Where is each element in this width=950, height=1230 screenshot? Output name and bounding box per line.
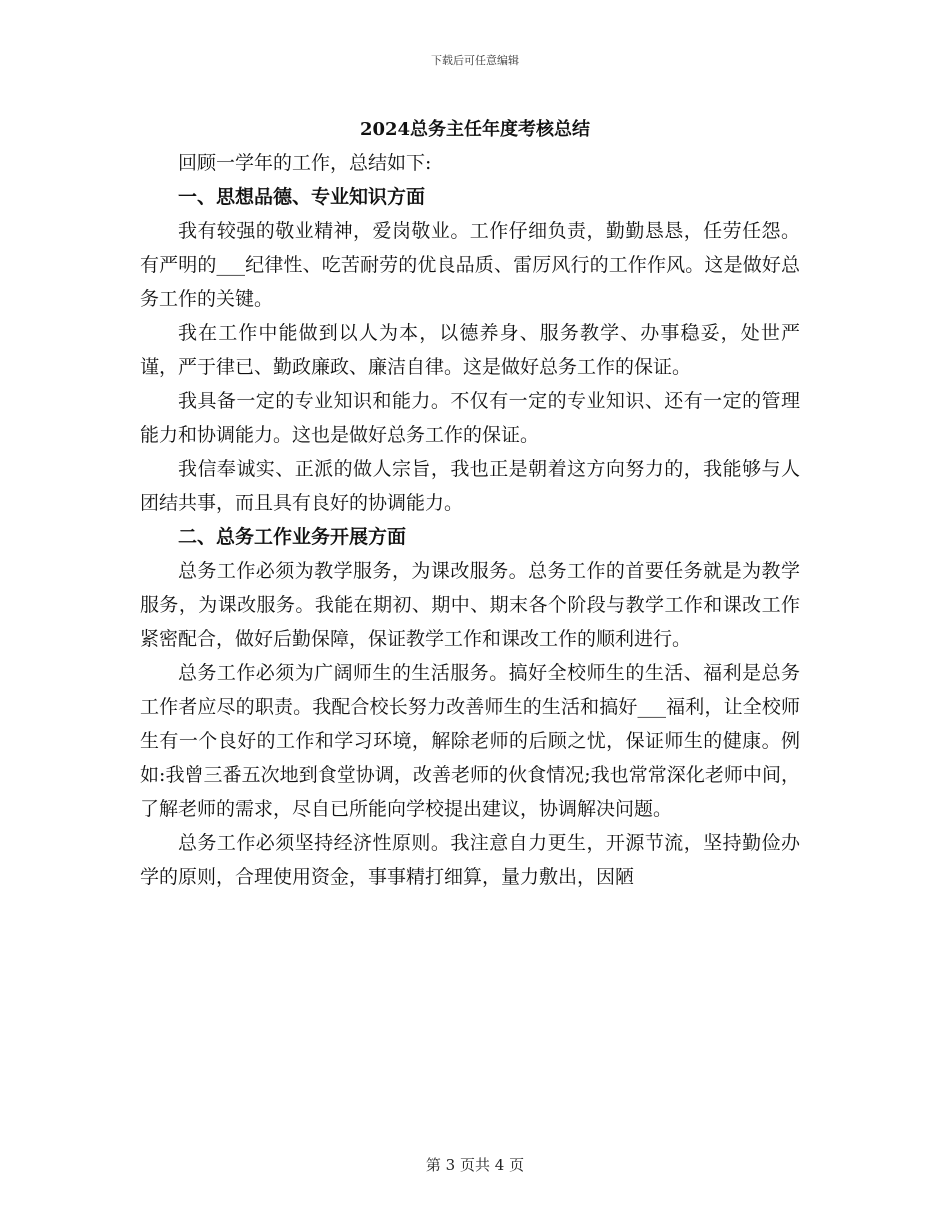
- paragraph: 总务工作必须坚持经济性原则。我注意自力更生，开源节流，坚持勤俭办学的原则，合理使用资金，事事精打细算，量力敷出，因陋: [140, 832, 800, 888]
- section-heading-2: 二、总务工作业务开展方面: [178, 526, 407, 548]
- header-note: 下载后可任意编辑: [431, 54, 519, 67]
- section-heading-1: 一、思想品德、专业知识方面: [178, 186, 426, 208]
- paragraph: 总务工作必须为广阔师生的生活服务。搞好全校师生的生活、福利是总务工作者应尽的职责。我配合校长努力改善师生的生活和搞好___福利，让全校师生有一个良好的工作和学习环境，解除老师的后顾之忧，保证师生的健康。例如:我曾三番五次地到食堂协调，改善老师的伙食情况;我也常常深化老师中间，了解老师的需求，尽自已所能向学校提出建议，协调解决问题。: [140, 662, 800, 820]
- paragraph: 我有较强的敬业精神，爱岗敬业。工作仔细负责，勤勤恳恳，任劳任怨。有严明的___纪律性、吃苦耐劳的优良品质、雷厉风行的工作作风。这是做好总务工作的关键。: [140, 220, 800, 310]
- paragraph-intro: 回顾一学年的工作，总结如下:: [178, 152, 432, 174]
- page-number-footer: 第 3 页共 4 页: [425, 1156, 525, 1174]
- paragraph: 我具备一定的专业知识和能力。不仅有一定的专业知识、还有一定的管理能力和协调能力。这也是做好总务工作的保证。: [140, 390, 800, 446]
- document-title: 2024总务主任年度考核总结: [359, 119, 591, 140]
- document-body: [140, 146, 800, 894]
- paragraph: 总务工作必须为教学服务，为课改服务。总务工作的首要任务就是为教学服务，为课改服务。我能在期初、期中、期末各个阶段与教学工作和课改工作紧密配合，做好后勤保障，保证教学工作和课改工作的顺利进行。: [140, 560, 800, 650]
- paragraph: 我在工作中能做到以人为本，以德养身、服务教学、办事稳妥，处世严谨，严于律已、勤政廉政、廉洁自律。这是做好总务工作的保证。: [140, 322, 800, 378]
- paragraph: 我信奉诚实、正派的做人宗旨，我也正是朝着这方向努力的，我能够与人团结共事，而且具有良好的协调能力。: [140, 458, 800, 514]
